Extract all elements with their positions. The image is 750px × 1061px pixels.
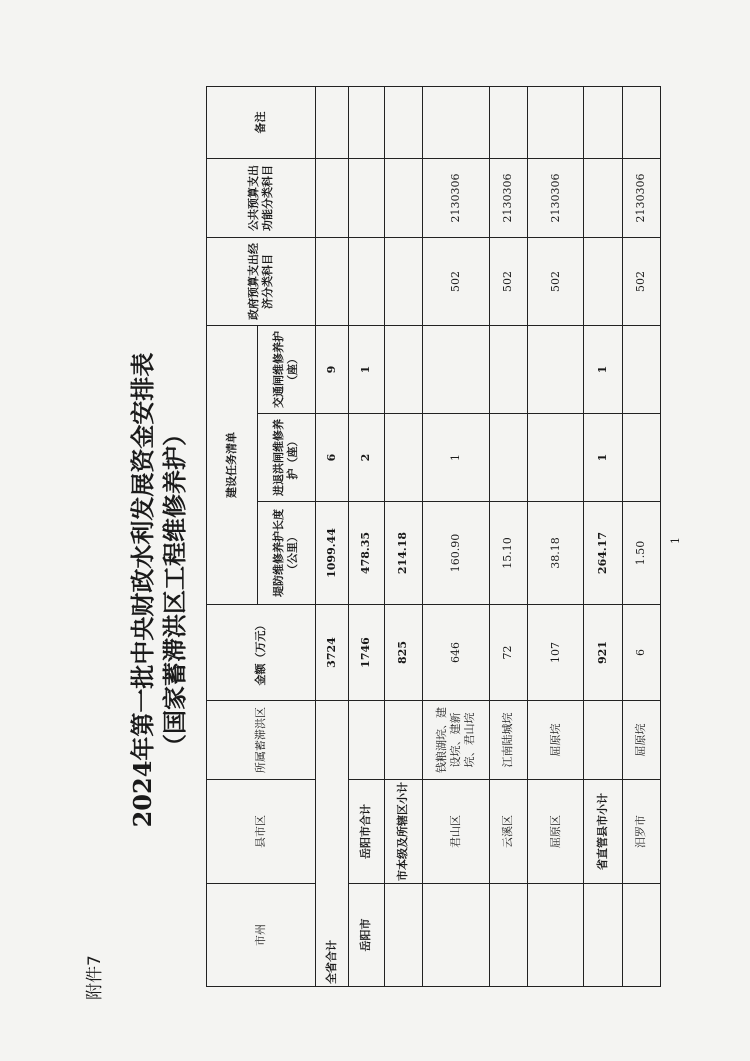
header-district: 所属蓄滞洪区	[207, 701, 316, 780]
row-gov-econ	[348, 237, 384, 325]
row-gate-flood	[489, 414, 527, 502]
row-label: 全省合计	[315, 701, 348, 987]
row-amount: 107	[527, 605, 583, 701]
row-county: 云溪区	[489, 780, 527, 884]
row-amount: 1746	[348, 605, 384, 701]
row-city	[622, 884, 660, 987]
row-dike: 38.18	[527, 502, 583, 605]
table-row	[315, 86, 348, 986]
row-pub-func	[584, 158, 622, 237]
header-tasks: 建设任务清单	[207, 325, 258, 604]
page-title	[127, 230, 191, 950]
row-pub-func: 2130306	[527, 158, 583, 237]
row-gov-econ: 502	[622, 237, 660, 325]
row-dike: 1.50	[622, 502, 660, 605]
row-amount: 72	[489, 605, 527, 701]
table-row	[527, 86, 583, 986]
row-district: 屈原垸	[622, 701, 660, 780]
row-dike: 264.17	[584, 502, 622, 605]
row-pub-func: 2130306	[489, 158, 527, 237]
title-line-1: 2024年第一批中央财政水利发展资金安排表	[128, 352, 157, 828]
header-row-1	[207, 86, 258, 986]
row-gate-flood	[384, 414, 422, 502]
title-line-2: （国家蓄滞洪区工程维修养护）	[160, 422, 189, 758]
row-remark	[348, 86, 384, 158]
row-district: 江南陆城垸	[489, 701, 527, 780]
table-row	[622, 86, 660, 986]
table-row	[423, 86, 490, 986]
header-city: 市州	[207, 884, 316, 987]
allocation-table-wrapper	[206, 87, 661, 987]
row-remark	[489, 86, 527, 158]
row-remark	[527, 86, 583, 158]
row-dike: 160.90	[423, 502, 490, 605]
row-gate-flood: 1	[584, 414, 622, 502]
row-pub-func	[315, 158, 348, 237]
page-number: 1	[669, 537, 682, 544]
row-county: 省直管县市小计	[584, 780, 622, 884]
row-amount: 3724	[315, 605, 348, 701]
row-district	[584, 701, 622, 780]
row-gate-traffic	[622, 325, 660, 413]
row-gov-econ: 502	[423, 237, 490, 325]
table-row	[489, 86, 527, 986]
header-gate-flood: 进退洪闸维修养护（座）	[258, 414, 316, 502]
row-gate-traffic: 1	[584, 325, 622, 413]
row-city: 岳阳市	[348, 884, 384, 987]
row-dike: 1099.44	[315, 502, 348, 605]
row-gate-traffic	[489, 325, 527, 413]
row-pub-func	[384, 158, 422, 237]
row-city	[527, 884, 583, 987]
row-gate-flood: 2	[348, 414, 384, 502]
row-gate-flood	[622, 414, 660, 502]
row-district	[348, 701, 384, 780]
row-gate-traffic	[423, 325, 490, 413]
header-amount: 金额（万元）	[207, 605, 316, 701]
row-district	[384, 701, 422, 780]
row-county: 汨罗市	[622, 780, 660, 884]
row-district: 钱粮湖垸、建设垸、建新垸、君山垸	[423, 701, 490, 780]
row-city	[489, 884, 527, 987]
row-remark	[315, 86, 348, 158]
table-row	[584, 86, 622, 986]
row-pub-func: 2130306	[423, 158, 490, 237]
row-city	[384, 884, 422, 987]
row-gate-traffic: 1	[348, 325, 384, 413]
row-remark	[622, 86, 660, 158]
table-row	[384, 86, 422, 986]
row-gov-econ	[584, 237, 622, 325]
allocation-table	[206, 86, 661, 987]
row-dike: 478.35	[348, 502, 384, 605]
header-county: 县市区	[207, 780, 316, 884]
row-amount: 6	[622, 605, 660, 701]
row-remark	[584, 86, 622, 158]
row-gov-econ: 502	[527, 237, 583, 325]
row-dike: 214.18	[384, 502, 422, 605]
header-gate-traffic: 交通闸维修养护（座）	[258, 325, 316, 413]
header-pub-func: 公共预算支出功能分类科目	[207, 158, 316, 237]
row-gate-flood: 1	[423, 414, 490, 502]
row-gov-econ	[384, 237, 422, 325]
row-county: 岳阳市合计	[348, 780, 384, 884]
row-pub-func	[348, 158, 384, 237]
row-amount: 646	[423, 605, 490, 701]
table-row	[348, 86, 384, 986]
row-dike: 15.10	[489, 502, 527, 605]
header-gov-econ: 政府预算支出经济分类科目	[207, 237, 316, 325]
row-district: 屈原垸	[527, 701, 583, 780]
row-city	[423, 884, 490, 987]
row-city	[584, 884, 622, 987]
row-gov-econ	[315, 237, 348, 325]
row-gate-flood	[527, 414, 583, 502]
row-county: 君山区	[423, 780, 490, 884]
row-gate-traffic: 9	[315, 325, 348, 413]
row-pub-func: 2130306	[622, 158, 660, 237]
header-remark: 备注	[207, 86, 316, 158]
row-remark	[384, 86, 422, 158]
row-gov-econ: 502	[489, 237, 527, 325]
attachment-label: 附件7	[85, 955, 105, 1000]
header-dike: 堤防维修养护长度（公里）	[258, 502, 316, 605]
row-gate-traffic	[527, 325, 583, 413]
row-county: 市本级及所辖区小计	[384, 780, 422, 884]
row-amount: 921	[584, 605, 622, 701]
row-remark	[423, 86, 490, 158]
row-amount: 825	[384, 605, 422, 701]
row-gate-traffic	[384, 325, 422, 413]
row-county: 屈原区	[527, 780, 583, 884]
row-gate-flood: 6	[315, 414, 348, 502]
